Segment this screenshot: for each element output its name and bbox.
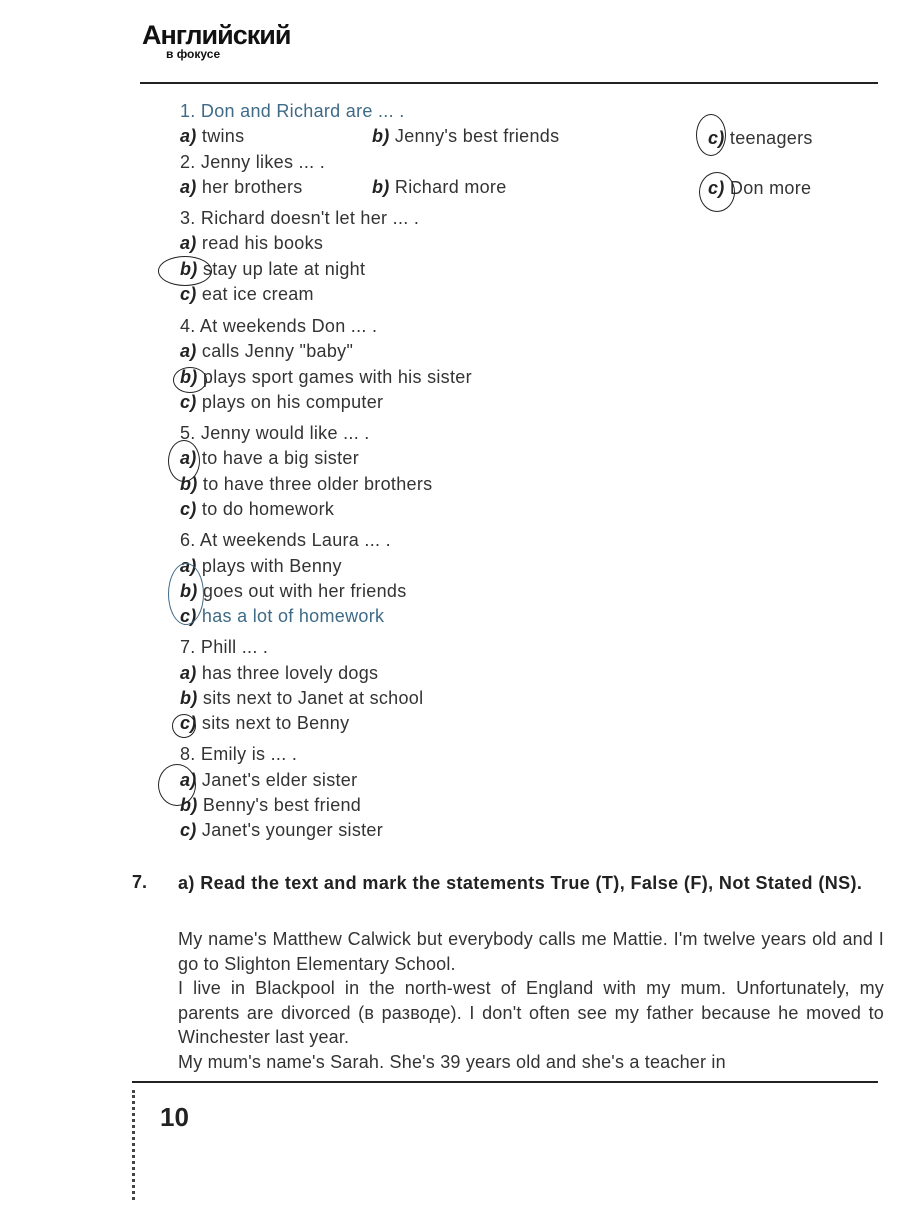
question-6-stem: 6. At weekends Laura ... . (180, 530, 391, 550)
question-8-option-b: b) Benny's best friend (180, 795, 362, 815)
option-letter: b) (180, 688, 198, 708)
series-logo (142, 20, 290, 61)
question-4-stem: 4. At weekends Don ... . (180, 316, 378, 336)
question-8-option-c: c) Janet's younger sister (180, 820, 384, 840)
option-letter: c) (180, 820, 197, 840)
option-letter: b) (180, 581, 198, 601)
question-2-stem: 2. Jenny likes ... . (180, 152, 326, 172)
task-instructions: a) Read the text and mark the statements True (T), False (F), Not Stated (NS). (178, 873, 863, 893)
question-5-option-c: c) to do homework (180, 499, 335, 519)
option-letter: c) (180, 284, 197, 304)
option-letter: b) (180, 795, 198, 815)
answer-mark-5 (168, 440, 200, 482)
logo-title: Английский (142, 20, 291, 50)
question-8-option-a: a) Janet's elder sister (180, 770, 358, 790)
page-number: 10 (160, 1102, 189, 1132)
option-letter: a) (180, 177, 197, 197)
footer-rule (132, 1081, 878, 1083)
option-letter: a) (180, 770, 197, 790)
question-6-option-c: c) has a lot of homework (180, 606, 385, 626)
answer-mark-7 (172, 714, 196, 738)
question-5-option-a: a) to have a big sister (180, 448, 359, 468)
answer-mark-2 (699, 172, 735, 212)
question-6-option-a: a) plays with Benny (180, 556, 342, 576)
text-paragraph-1: My name's Matthew Calwick but everybody calls me Mattie. I'm twelve years old and I go to Slighton Elementary School. (178, 929, 884, 974)
text-paragraph-2: I live in Blackpool in the north-west of England with my mum. Unfortunately, my parents are divorced (в разводе). I don't often see my father because he moved to Winchester last year. (178, 978, 884, 1047)
text-paragraph-3: My mum's name's Sarah. She's 39 years old and she's a teacher in (178, 1052, 726, 1072)
answer-mark-4 (173, 367, 207, 393)
question-4-option-c: c) plays on his computer (180, 392, 384, 412)
question-5-option-b: b) to have three older brothers (180, 474, 433, 494)
answer-mark-8 (158, 764, 196, 806)
question-2-option-b: b) Richard more (372, 177, 507, 197)
option-letter: b) (180, 474, 198, 494)
question-3-option-c: c) eat ice cream (180, 284, 314, 304)
answer-mark-6 (168, 563, 204, 625)
question-3-option-b: b) stay up late at night (180, 259, 366, 279)
question-7-option-c: c) sits next to Benny (180, 713, 350, 733)
question-5-stem: 5. Jenny would like ... . (180, 423, 370, 443)
margin-dots (132, 1090, 135, 1200)
question-6-option-b: b) goes out with her friends (180, 581, 407, 601)
question-7-option-b: b) sits next to Janet at school (180, 688, 424, 708)
option-letter: b) (372, 177, 390, 197)
question-7-stem: 7. Phill ... . (180, 637, 269, 657)
option-letter: a) (180, 448, 197, 468)
question-1-option-b: b) Jenny's best friends (372, 126, 560, 146)
question-1-option-a: a) twins (180, 126, 245, 146)
question-4-option-b: b) plays sport games with his sister (180, 367, 472, 387)
option-letter: c) (180, 713, 197, 733)
option-letter: a) (180, 556, 197, 576)
option-letter: a) (180, 341, 197, 361)
question-3-stem: 3. Richard doesn't let her ... . (180, 208, 420, 228)
question-4-option-a: a) calls Jenny "baby" (180, 341, 354, 361)
option-letter: c) (708, 178, 725, 198)
option-letter: c) (708, 128, 725, 148)
task-number: 7. (132, 872, 148, 892)
question-8-stem: 8. Emily is ... . (180, 744, 298, 764)
question-1-stem: 1. Don and Richard are ... . (180, 101, 405, 121)
option-letter: b) (180, 259, 198, 279)
logo-subtitle: в фокусе (166, 47, 221, 61)
question-2-option-a: a) her brothers (180, 177, 303, 197)
option-letter: c) (180, 392, 197, 412)
question-7-option-a: a) has three lovely dogs (180, 663, 379, 683)
header-rule (140, 82, 878, 84)
question-1-option-c: c) teenagers (708, 128, 813, 148)
option-letter: b) (372, 126, 390, 146)
answer-mark-1 (696, 114, 726, 156)
option-letter: a) (180, 126, 197, 146)
option-letter: a) (180, 663, 197, 683)
answer-mark-3 (158, 256, 212, 286)
question-2-option-c: c) Don more (708, 178, 812, 198)
option-letter: c) (180, 499, 197, 519)
option-letter: c) (180, 606, 197, 626)
question-3-option-a: a) read his books (180, 233, 324, 253)
option-letter: b) (180, 367, 198, 387)
option-letter: a) (180, 233, 197, 253)
